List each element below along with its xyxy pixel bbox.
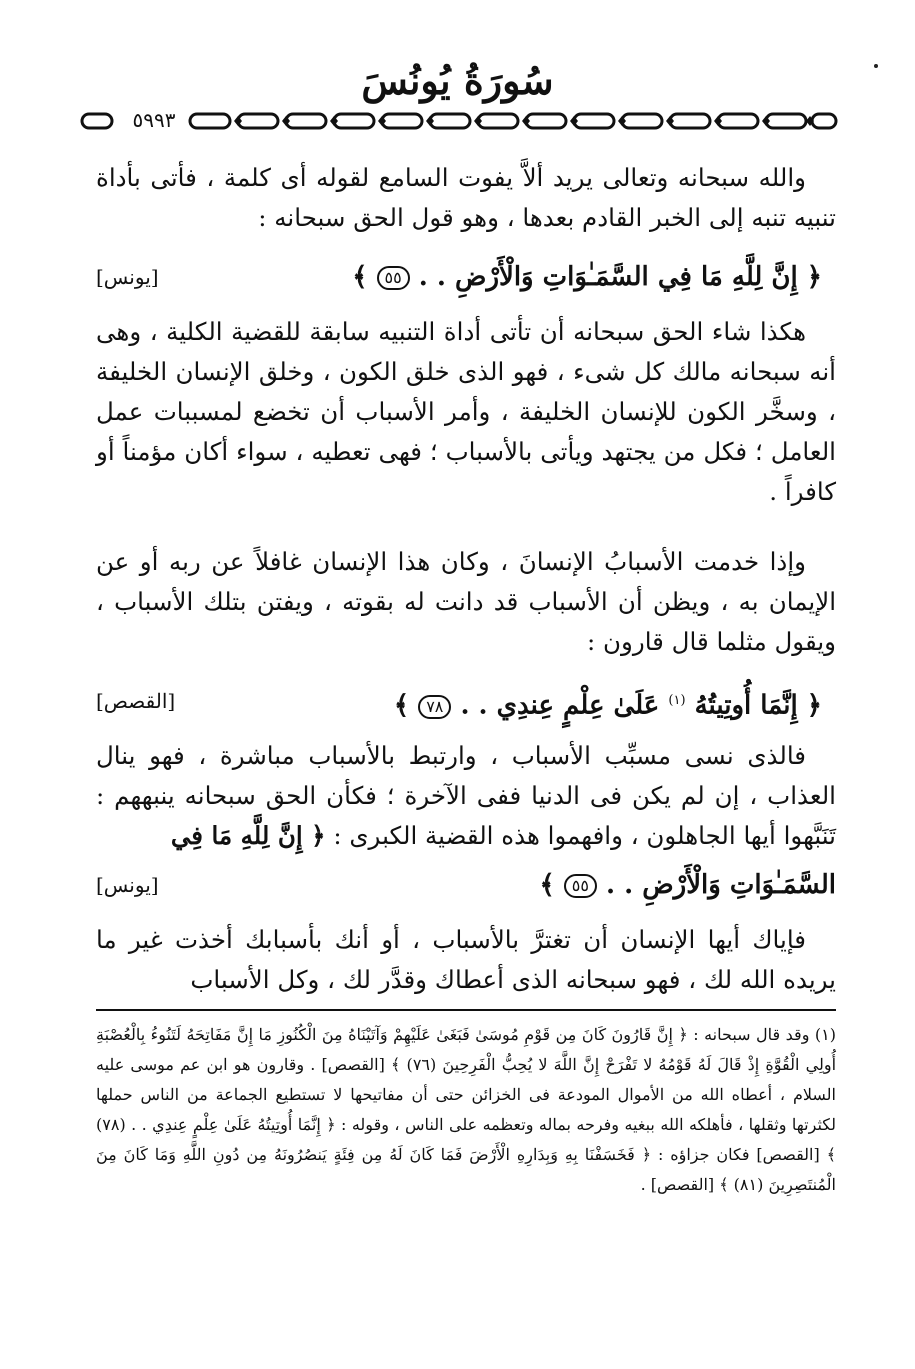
verse-text	[394, 680, 822, 727]
paragraph-2	[96, 312, 836, 512]
verse-number-badge: ٥٥	[564, 874, 597, 898]
verse-quote-2	[96, 680, 836, 722]
surah-reference: [القصص]	[96, 689, 176, 713]
verse-text	[352, 256, 822, 298]
verse-arabic-continued: عَلَىٰ عِلْمٍ عِندِي . .	[460, 690, 660, 721]
surah-reference: [يونس]	[96, 873, 159, 897]
verse-closing-bracket: ﴾	[352, 262, 368, 292]
verse-number-badge: ٥٥	[377, 266, 410, 290]
paragraph-1-text: والله سبحانه وتعالى يريد ألاَّ يفوت السامع لقوله أى كلمة ، فأتى بأداة تنبيه تنبه إلى الخبر القادم بعدها ، وهو قول الحق سبحانه :	[96, 163, 836, 232]
verse-arabic: ﴿ إِنَّ لِلَّهِ مَا فِي السَّمَـٰوَاتِ وَالْأَرْضِ . .	[418, 262, 822, 292]
paragraph-5	[96, 920, 836, 1000]
paragraph-4	[96, 736, 836, 856]
surah-title: سُورَةُ يُونُسَ	[361, 58, 554, 103]
footnote-divider	[96, 1009, 836, 1011]
paragraph-5-text: فإياك أيها الإنسان أن تغترَّ بالأسباب ، أو أنك بأسبابك أخذت غير ما يريده الله لك ، فهو سبحانه الذى أعطاك وقدَّر لك ، وكل الأسباب	[96, 925, 836, 994]
inline-verse-start: ﴿ إِنَّ لِلَّهِ مَا فِي	[170, 821, 326, 850]
page-number: ٥٩٩٣	[122, 106, 186, 134]
paragraph-2-text: هكذا شاء الحق سبحانه أن تأتى أداة التنبيه سابقة للقضية الكلية ، وهى أنه سبحانه مالك كل شىء ، فهو الذى خلق الكون ، وخلق الإنسان الخليفة ، وسخَّر الكون للإنسان الخليفة ، وأمر الأسباب أن تخضع لمسببات عمل العامل ؛ فكل من يجتهد ويأتى بالأسباب ؛ فهى تعطيه ، سواء أكان مؤمناً أو كافراً .	[96, 317, 836, 506]
verse-text	[539, 864, 836, 906]
chain-ornament-divider	[78, 106, 840, 136]
paragraph-3-text: وإذا خدمت الأسبابُ الإنسانَ ، وكان هذا الإنسان غافلاً عن ربه أو عن الإيمان به ، ويظن أن الأسباب قد دانت له بقوته ، ويفتن بتلك الأسباب ، ويقول مثلما قال قارون :	[96, 547, 836, 656]
verse-arabic: ﴿ إِنَّمَا أُوتِيتُهُ	[694, 690, 822, 721]
footnote-marker: (١)	[668, 693, 686, 708]
surah-reference: [يونس]	[96, 265, 159, 289]
verse-closing-bracket: ﴾	[393, 690, 410, 721]
paragraph-1	[96, 158, 836, 238]
verse-number-badge: ٧٨	[418, 695, 451, 719]
verse-arabic: السَّمَـٰوَاتِ وَالْأَرْضِ . .	[606, 870, 836, 900]
footnote	[96, 1020, 836, 1200]
footnote-text: (١) وقد قال سبحانه : ﴿ إِنَّ قَارُونَ كَانَ مِن قَوْمِ مُوسَىٰ فَبَغَىٰ عَلَيْهِمْ وَآتَيْنَاهُ مِنَ الْكُنُوزِ مَا إِنَّ مَفَاتِحَهُ لَتَنُوءُ بِالْعُصْبَةِ أُولِي الْقُوَّةِ إِذْ قَالَ لَهُ قَوْمُهُ لا تَفْرَحْ إِنَّ اللَّهَ لا يُحِبُّ الْفَرِحِينَ (٧٦) ﴾ [القصص] . وقارون هو ابن عم موسى عليه السلام ، أعطاه الله من الأموال المودعة فى الخزائن حتى أن مفاتيحها لا تستطيع الجماعة من الناس حملها لكثرتها وثقلها ، فأهلكه الله ببغيه وفرحه بماله وتعظمه على الناس ، وقوله : ﴿ إِنَّمَا أُوتِيتُهُ عَلَىٰ عِلْمٍ عِندِي . . (٧٨) ﴾ [القصص] فكان جزاؤه : ﴿ فَخَسَفْنَا بِهِ وَبِدَارِهِ الْأَرْضَ فَمَا كَانَ لَهُ مِن فِئَةٍ يَنصُرُونَهُ مِن دُونِ اللَّهِ وَمَا كَانَ مِنَ الْمُنتَصِرِينَ (٨١) ﴾ [القصص] .	[96, 1025, 837, 1194]
paragraph-3	[96, 542, 836, 662]
verse-quote-3	[96, 864, 836, 906]
verse-closing-bracket: ﴾	[539, 870, 555, 900]
verse-quote-1	[96, 256, 836, 298]
paragraph-4-text: فالذى نسى مسبِّب الأسباب ، وارتبط بالأسباب مباشرة ، فهو ينال العذاب ، إن لم يكن فى الدنيا ففى الآخرة ؛ فكأن الحق سبحانه ينبههم : تَنَبَّهوا أيها الجاهلون ، وافهموا هذه القضية الكبرى :	[96, 741, 836, 850]
